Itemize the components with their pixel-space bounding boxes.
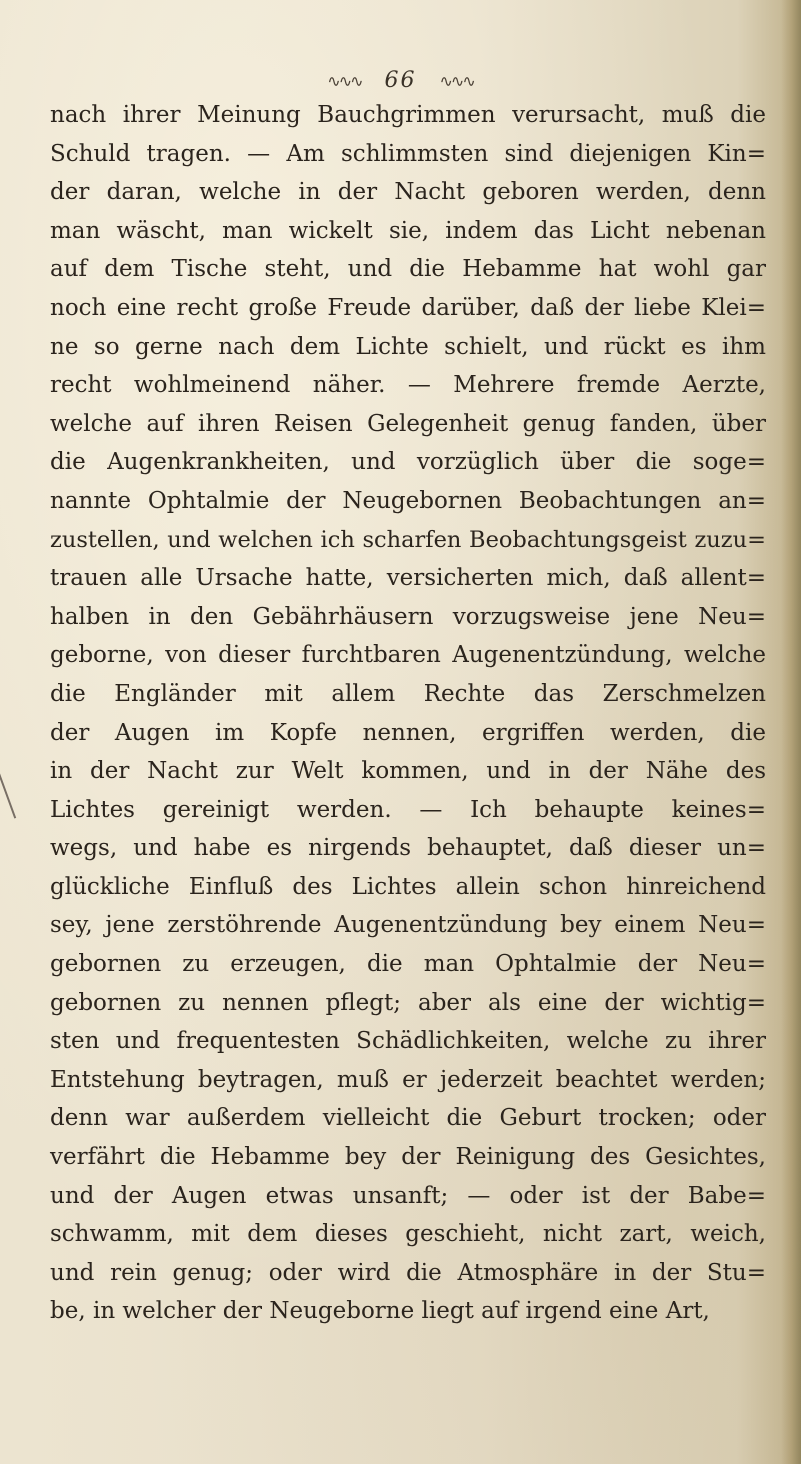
text-line: schwamm, mit dem dieses geschieht, nicht zart, weich, bbox=[50, 1221, 766, 1248]
text-line: in der Nacht zur Welt kommen, und in der Nähe des bbox=[50, 758, 766, 785]
text-line: auf dem Tische steht, und die Hebamme hat wohl gar bbox=[50, 256, 766, 283]
text-line: verfährt die Hebamme bey der Reinigung des Gesichtes, bbox=[50, 1144, 766, 1171]
text-line: noch eine recht große Freude darüber, daß der liebe Klei= bbox=[50, 294, 766, 321]
text-line: gebornen zu erzeugen, die man Ophtalmie der Neu= bbox=[50, 951, 766, 978]
text-line: welche auf ihren Reisen Gelegenheit genug fanden, über bbox=[50, 410, 766, 437]
text-line: trauen alle Ursache hatte, versicherten mich, daß allent= bbox=[50, 565, 766, 592]
margin-pencil-mark bbox=[0, 761, 16, 818]
text-line: recht wohlmeinend näher. — Mehrere fremde Aerzte, bbox=[50, 372, 766, 399]
ornament-left-icon: ∿∿∿ bbox=[327, 71, 362, 91]
text-line: und rein genug; oder wird die Atmosphäre in der Stu= bbox=[50, 1259, 766, 1286]
text-line: sey, jene zerstöhrende Augenentzündung bey einem Neu= bbox=[50, 912, 766, 939]
text-line: Lichtes gereinigt werden. — Ich behaupte keines= bbox=[50, 796, 766, 823]
text-line: Entstehung beytragen, muß er jederzeit beachtet werden; bbox=[50, 1066, 766, 1093]
page-number: 66 bbox=[384, 68, 417, 93]
text-line: gebornen zu nennen pflegt; aber als eine der wichtig= bbox=[50, 989, 766, 1016]
text-line: glückliche Einfluß des Lichtes allein schon hinreichend bbox=[50, 873, 766, 900]
text-line: man wäscht, man wickelt sie, indem das Licht nebenan bbox=[50, 217, 766, 244]
text-line: sten und frequentesten Schädlichkeiten, welche zu ihrer bbox=[50, 1028, 766, 1055]
text-line: Schuld tragen. — Am schlimmsten sind diejenigen Kin= bbox=[50, 140, 766, 167]
text-line: der daran, welche in der Nacht geboren werden, denn bbox=[50, 179, 766, 206]
text-line: wegs, und habe es nirgends behauptet, daß dieser un= bbox=[50, 835, 766, 862]
text-line: die Augenkrankheiten, und vorzüglich über die soge= bbox=[50, 449, 766, 476]
text-line: der Augen im Kopfe nennen, ergriffen werden, die bbox=[50, 719, 766, 746]
text-line: denn war außerdem vielleicht die Geburt trocken; oder bbox=[50, 1105, 766, 1132]
text-line: geborne, von dieser furchtbaren Augenentzündung, welche bbox=[50, 642, 766, 669]
text-line: be, in welcher der Neugeborne liegt auf irgend eine Art, bbox=[50, 1298, 710, 1325]
page-header bbox=[0, 68, 801, 93]
text-line: und der Augen etwas unsanft; — oder ist der Babe= bbox=[50, 1182, 766, 1209]
text-line: halben in den Gebährhäusern vorzugsweise jene Neu= bbox=[50, 603, 766, 630]
text-line: ne so gerne nach dem Lichte schielt, und rückt es ihm bbox=[50, 333, 766, 360]
ornament-right-icon: ∿∿∿ bbox=[439, 71, 474, 91]
text-line: zustellen, und welchen ich scharfen Beobachtungsgeist zuzu= bbox=[50, 526, 766, 553]
page-binding-edge bbox=[781, 0, 801, 1464]
text-line: nannte Ophtalmie der Neugebornen Beobachtungen an= bbox=[50, 487, 766, 514]
text-line: die Engländer mit allem Rechte das Zerschmelzen bbox=[50, 680, 766, 707]
body-text bbox=[50, 96, 766, 1331]
text-line: nach ihrer Meinung Bauchgrimmen verursacht, muß die bbox=[50, 102, 766, 128]
